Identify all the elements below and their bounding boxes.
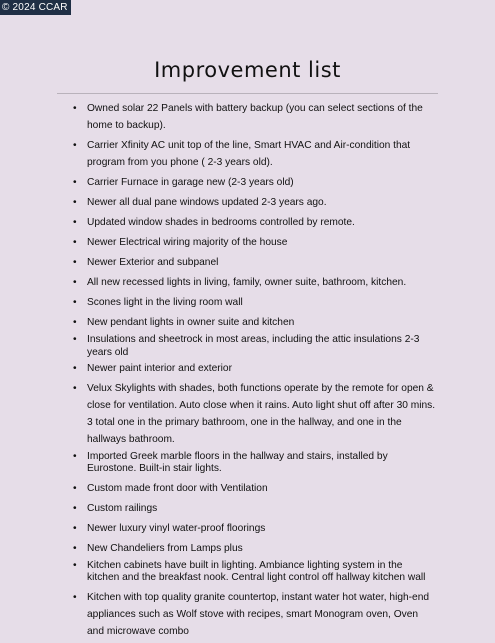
list-item-text: Newer luxury vinyl water-proof floorings <box>87 522 266 534</box>
bullet-icon: • <box>73 140 77 151</box>
list-item-text: Newer Electrical wiring majority of the house <box>87 237 288 248</box>
bullet-icon: • <box>73 591 77 603</box>
improvement-list <box>73 100 437 643</box>
list-item-text: New pendant lights in owner suite and kitchen <box>87 317 295 328</box>
list-item-text: Scones light in the living room wall <box>87 297 243 308</box>
bullet-icon: • <box>73 502 77 514</box>
list-item <box>73 214 437 231</box>
list-item-text: Velux Skylights with shades, both functions operate by the remote for open & close for ventilation. Auto close when it rains. Auto light shut off after 30 mins. 3 total one in the primary bathroom, one in the hallway, and one in the hallways bathroom. <box>87 382 436 445</box>
bullet-icon: • <box>73 103 77 114</box>
list-item <box>73 380 437 448</box>
bullet-icon: • <box>73 177 77 188</box>
list-item-text: Custom railings <box>87 502 158 514</box>
list-item <box>73 100 437 134</box>
list-item <box>73 363 437 376</box>
title-divider <box>57 93 438 94</box>
list-item-text: Carrier Furnace in garage new (2-3 years old) <box>87 177 294 188</box>
bullet-icon: • <box>73 277 77 288</box>
list-item-text: Newer paint interior and exterior <box>87 363 232 374</box>
bullet-icon: • <box>73 522 77 534</box>
list-item-text: Imported Greek marble floors in the hallway and stairs, installed by Eurostone. Built-in stair lights. <box>87 450 388 474</box>
copyright-watermark: © 2024 CCAR <box>0 0 71 15</box>
list-item-text: Newer all dual pane windows updated 2-3 years ago. <box>87 197 327 208</box>
bullet-icon: • <box>73 542 77 554</box>
bullet-icon: • <box>73 237 77 248</box>
list-item-text: Owned solar 22 Panels with battery backup (you can select sections of the home to backup). <box>87 103 423 131</box>
bullet-icon: • <box>73 450 77 462</box>
list-item-text: Custom made front door with Ventilation <box>87 482 268 494</box>
bullet-icon: • <box>73 382 77 394</box>
bullet-icon: • <box>73 257 77 268</box>
list-item-text: Updated window shades in bedrooms controlled by remote. <box>87 217 355 228</box>
list-item <box>73 480 437 497</box>
list-item-text: New Chandeliers from Lamps plus <box>87 542 243 554</box>
list-item <box>73 254 437 271</box>
list-item-text: Newer Exterior and subpanel <box>87 257 219 268</box>
list-item <box>73 450 437 476</box>
bullet-icon: • <box>73 559 77 571</box>
bullet-icon: • <box>73 363 77 374</box>
list-item <box>73 559 437 585</box>
list-item <box>73 500 437 517</box>
list-item <box>73 334 437 359</box>
list-item <box>73 137 437 171</box>
list-item-text: Kitchen with top quality granite countertop, instant water hot water, high-end appliances such as Wolf stove with recipes, smart Monogram oven, Oven and microwave combo <box>87 591 430 637</box>
bullet-icon: • <box>73 197 77 208</box>
list-item <box>73 294 437 311</box>
list-item <box>73 234 437 251</box>
list-item <box>73 174 437 191</box>
bullet-icon: • <box>73 297 77 308</box>
bullet-icon: • <box>73 317 77 328</box>
list-item <box>73 194 437 211</box>
list-item-text: Insulations and sheetrock in most areas, including the attic insulations 2-3 years old <box>87 334 420 358</box>
list-item-text: All new recessed lights in living, family, owner suite, bathroom, kitchen. <box>87 277 407 288</box>
list-item <box>73 589 437 640</box>
list-item-text: Kitchen cabinets have built in lighting. Ambiance lighting system in the kitchen and the breakfast nook. Central light control off hallway kitchen wall <box>87 559 426 583</box>
list-item <box>73 540 437 557</box>
list-item <box>73 520 437 537</box>
page-title: Improvement list <box>154 58 341 82</box>
bullet-icon: • <box>73 217 77 228</box>
list-item <box>73 274 437 291</box>
bullet-icon: • <box>73 482 77 494</box>
list-item <box>73 314 437 331</box>
bullet-icon: • <box>73 334 77 345</box>
list-item-text: Carrier Xfinity AC unit top of the line, Smart HVAC and Air-condition that program from you phone ( 2-3 years old). <box>87 140 411 168</box>
